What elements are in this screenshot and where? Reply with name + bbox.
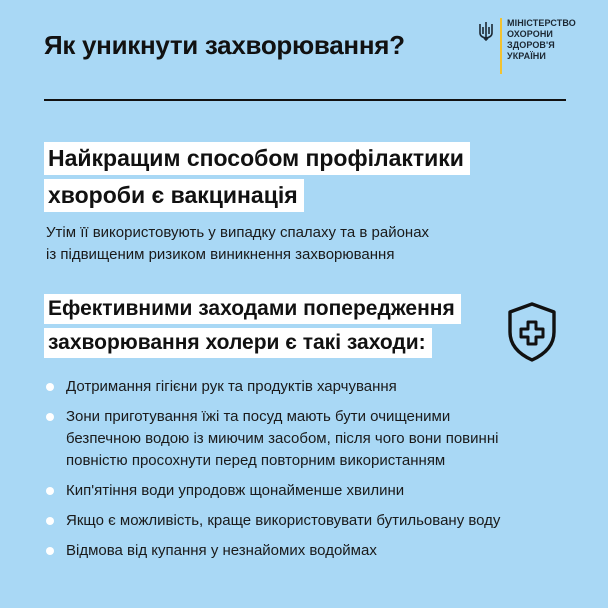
list-item-text: повністю просохнути перед повторним використанням [66, 452, 446, 469]
shield-plus-icon [492, 292, 572, 372]
subtext-line: Утім її використовують у випадку спалаху та в районах [46, 224, 430, 241]
bullet-icon [46, 517, 54, 525]
subtext-line: із підвищеним ризиком виникнення захворювання [46, 246, 395, 263]
logo-line: ЗДОРОВ'Я [507, 40, 555, 50]
bullet-icon [46, 487, 54, 495]
list-item [46, 480, 500, 502]
logo-line: УКРАЇНИ [507, 51, 546, 61]
list-item-text: Дотримання гігієни рук та продуктів харчування [66, 378, 397, 395]
bullet-icon [46, 547, 54, 555]
heading-line: хвороби є вакцинація [44, 179, 304, 212]
bullet-icon [46, 413, 54, 421]
list-item [46, 510, 500, 532]
heading-line: захворювання холери є такі заходи: [44, 328, 432, 358]
list-item [46, 376, 500, 398]
trident-icon [478, 21, 494, 41]
heading-line: Найкращим способом профілактики [44, 142, 470, 175]
logo-accent-bar [500, 18, 502, 74]
list-item-text: Кип'ятіння води упродовж щонайменше хвилини [66, 482, 405, 499]
ministry-logo [478, 18, 576, 74]
list-item-text: безпечною водою із миючим засобом, після чого вони повинні [66, 430, 499, 447]
list-item-text: Відмова від купання у незнайомих водоймах [66, 542, 377, 559]
header-divider [44, 99, 566, 101]
vaccination-heading [44, 142, 470, 216]
vaccination-subtext [46, 222, 429, 266]
page-title: Як уникнути захворювання? [44, 30, 405, 60]
list-item-text: Зони приготування їжі та посуд мають бути очищеними [66, 408, 451, 425]
logo-line: ОХОРОНИ [507, 29, 553, 39]
measures-heading [44, 294, 461, 362]
heading-line: Ефективними заходами попередження [44, 294, 461, 324]
list-item-text: Якщо є можливість, краще використовувати бутильовану воду [66, 512, 501, 529]
bullet-icon [46, 383, 54, 391]
list-item [46, 540, 500, 562]
logo-text [507, 18, 576, 62]
logo-line: МІНІСТЕРСТВО [507, 18, 576, 28]
measures-list [46, 376, 500, 570]
list-item [46, 406, 500, 472]
